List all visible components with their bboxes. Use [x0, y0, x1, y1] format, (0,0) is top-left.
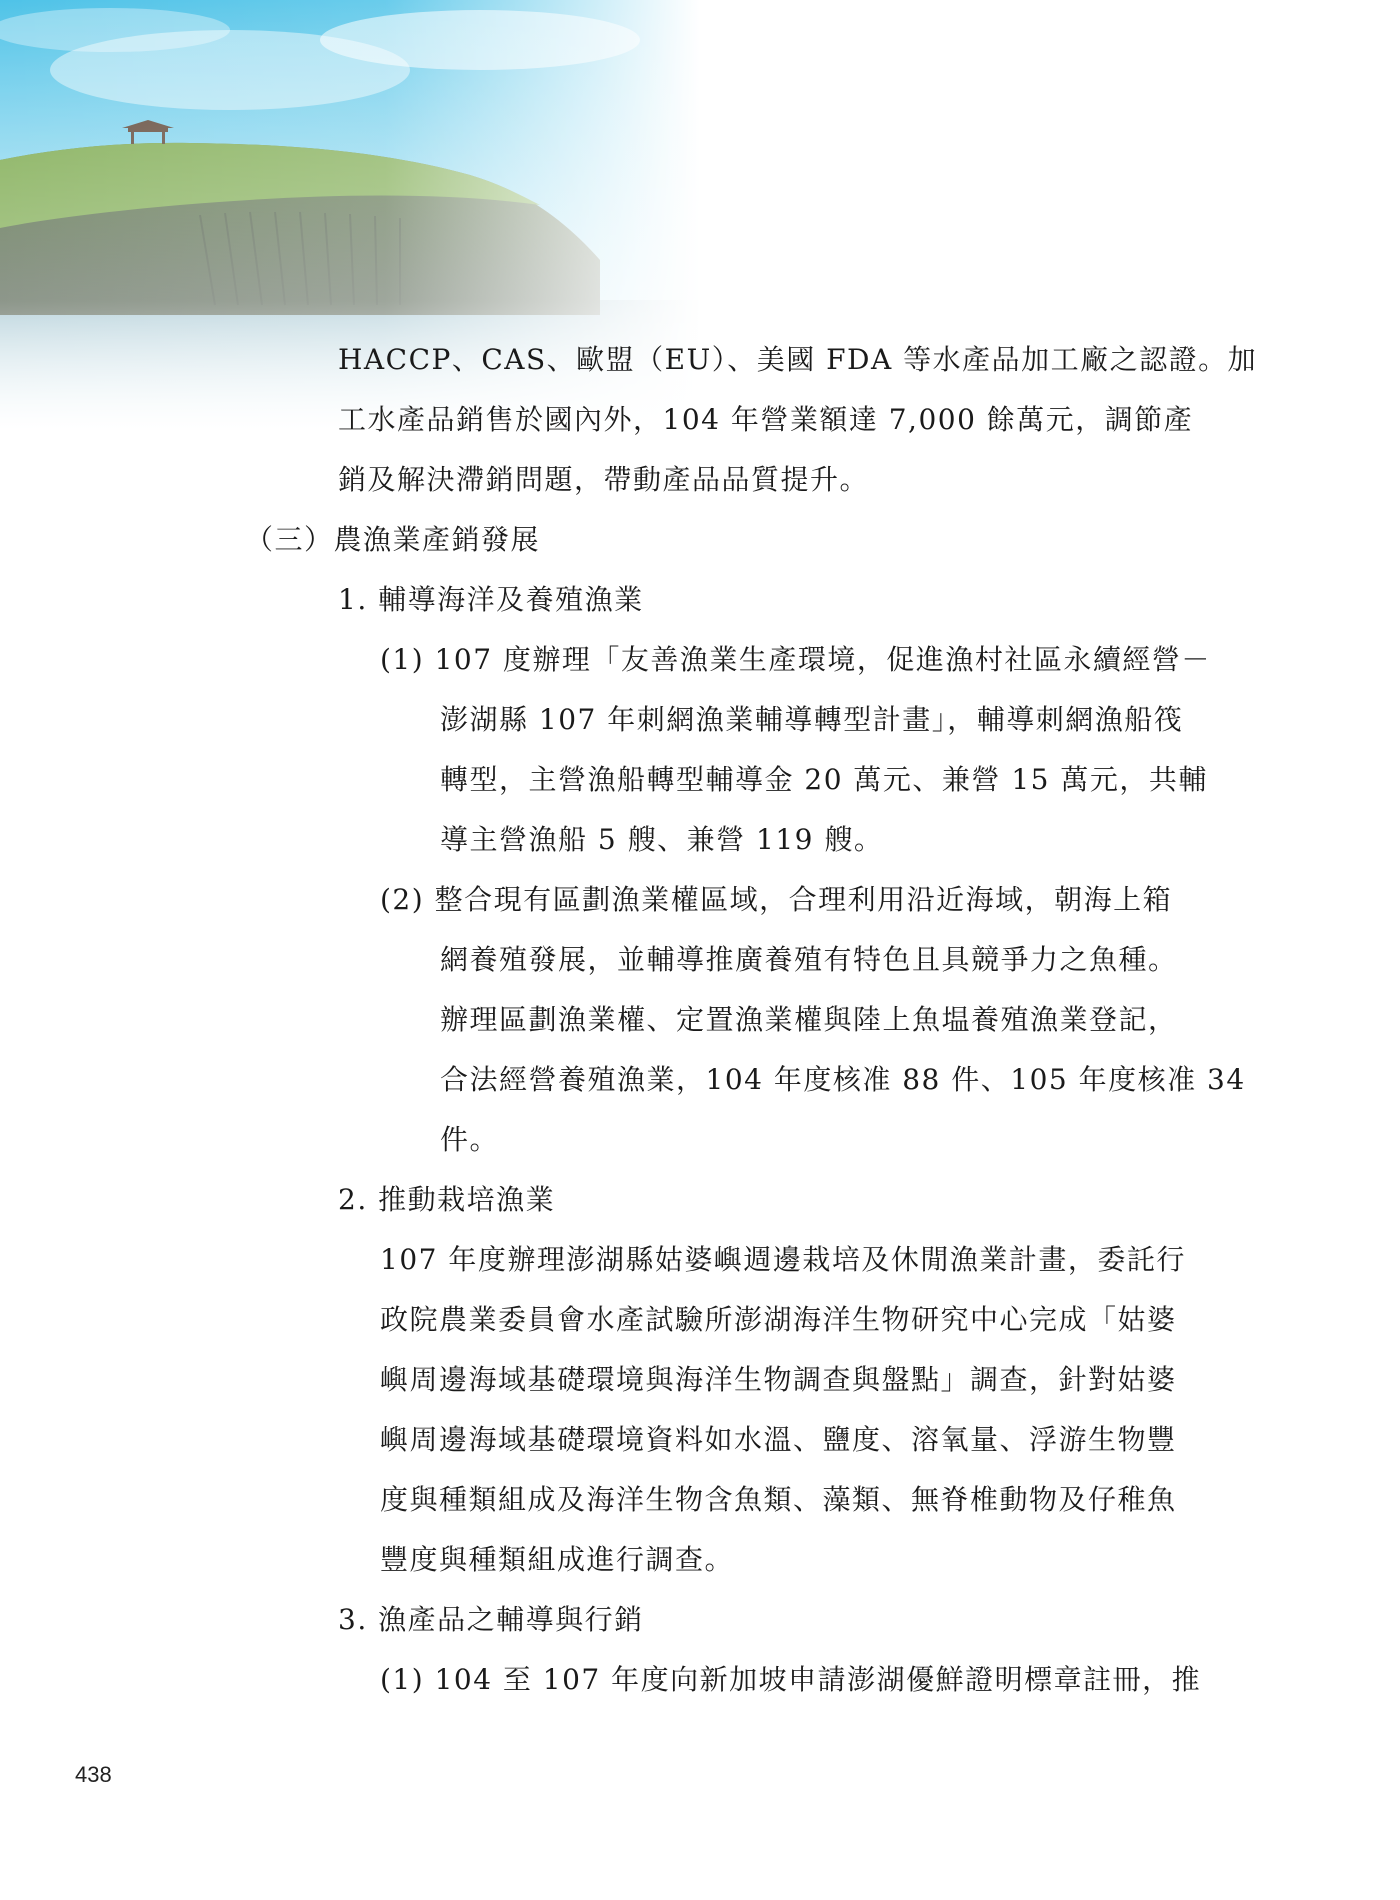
page-number: 438: [75, 1762, 112, 1787]
text-line: 政院農業委員會水產試驗所澎湖海洋生物研究中心完成「姑婆: [380, 1303, 1177, 1336]
text-line: 導主營漁船 5 艘、兼營 119 艘。: [440, 823, 884, 856]
subsection-heading: 1. 輔導海洋及養殖漁業: [338, 583, 644, 616]
text-line: 合法經營養殖漁業，104 年度核准 88 件、105 年度核准 34: [440, 1063, 1246, 1096]
text-line: 澎湖縣 107 年刺網漁業輔導轉型計畫」，輔導刺網漁船筏: [440, 703, 1184, 736]
text-line: (1) 104 至 107 年度向新加坡申請澎湖優鮮證明標章註冊，推: [380, 1663, 1202, 1696]
text-line: 網養殖發展，並輔導推廣養殖有特色且具競爭力之魚種。: [440, 943, 1178, 976]
text-line: 嶼周邊海域基礎環境與海洋生物調查與盤點」調查，針對姑婆: [380, 1363, 1177, 1396]
text-line: 度與種類組成及海洋生物含魚類、藻類、無脊椎動物及仔稚魚: [380, 1483, 1177, 1516]
text-line: 辦理區劃漁業權、定置漁業權與陸上魚塭養殖漁業登記，: [440, 1003, 1178, 1036]
text-line: 107 年度辦理澎湖縣姑婆嶼週邊栽培及休閒漁業計畫，委託行: [380, 1243, 1186, 1276]
subsection-heading: 2. 推動栽培漁業: [338, 1183, 556, 1216]
section-heading: （三）農漁業產銷發展: [245, 523, 541, 556]
text-line: 轉型，主營漁船轉型輔導金 20 萬元、兼營 15 萬元，共輔: [440, 763, 1208, 796]
text-line: (1) 107 度辦理「友善漁業生產環境，促進漁村社區永續經營－: [380, 643, 1211, 676]
text-line: 件。: [440, 1123, 500, 1156]
subsection-heading: 3. 漁產品之輔導與行銷: [338, 1603, 644, 1636]
text-line: 工水產品銷售於國內外，104 年營業額達 7,000 餘萬元，調節產: [338, 403, 1194, 436]
text-line: HACCP、CAS、歐盟（EU）、美國 FDA 等水產品加工廠之認證。加: [338, 343, 1258, 376]
text-line: (2) 整合現有區劃漁業權區域，合理利用沿近海域，朝海上箱: [380, 883, 1173, 916]
text-line: 豐度與種類組成進行調查。: [380, 1543, 735, 1576]
text-line: 嶼周邊海域基礎環境資料如水溫、鹽度、溶氧量、浮游生物豐: [380, 1423, 1177, 1456]
text-line: 銷及解決滯銷問題，帶動產品品質提升。: [338, 463, 870, 496]
